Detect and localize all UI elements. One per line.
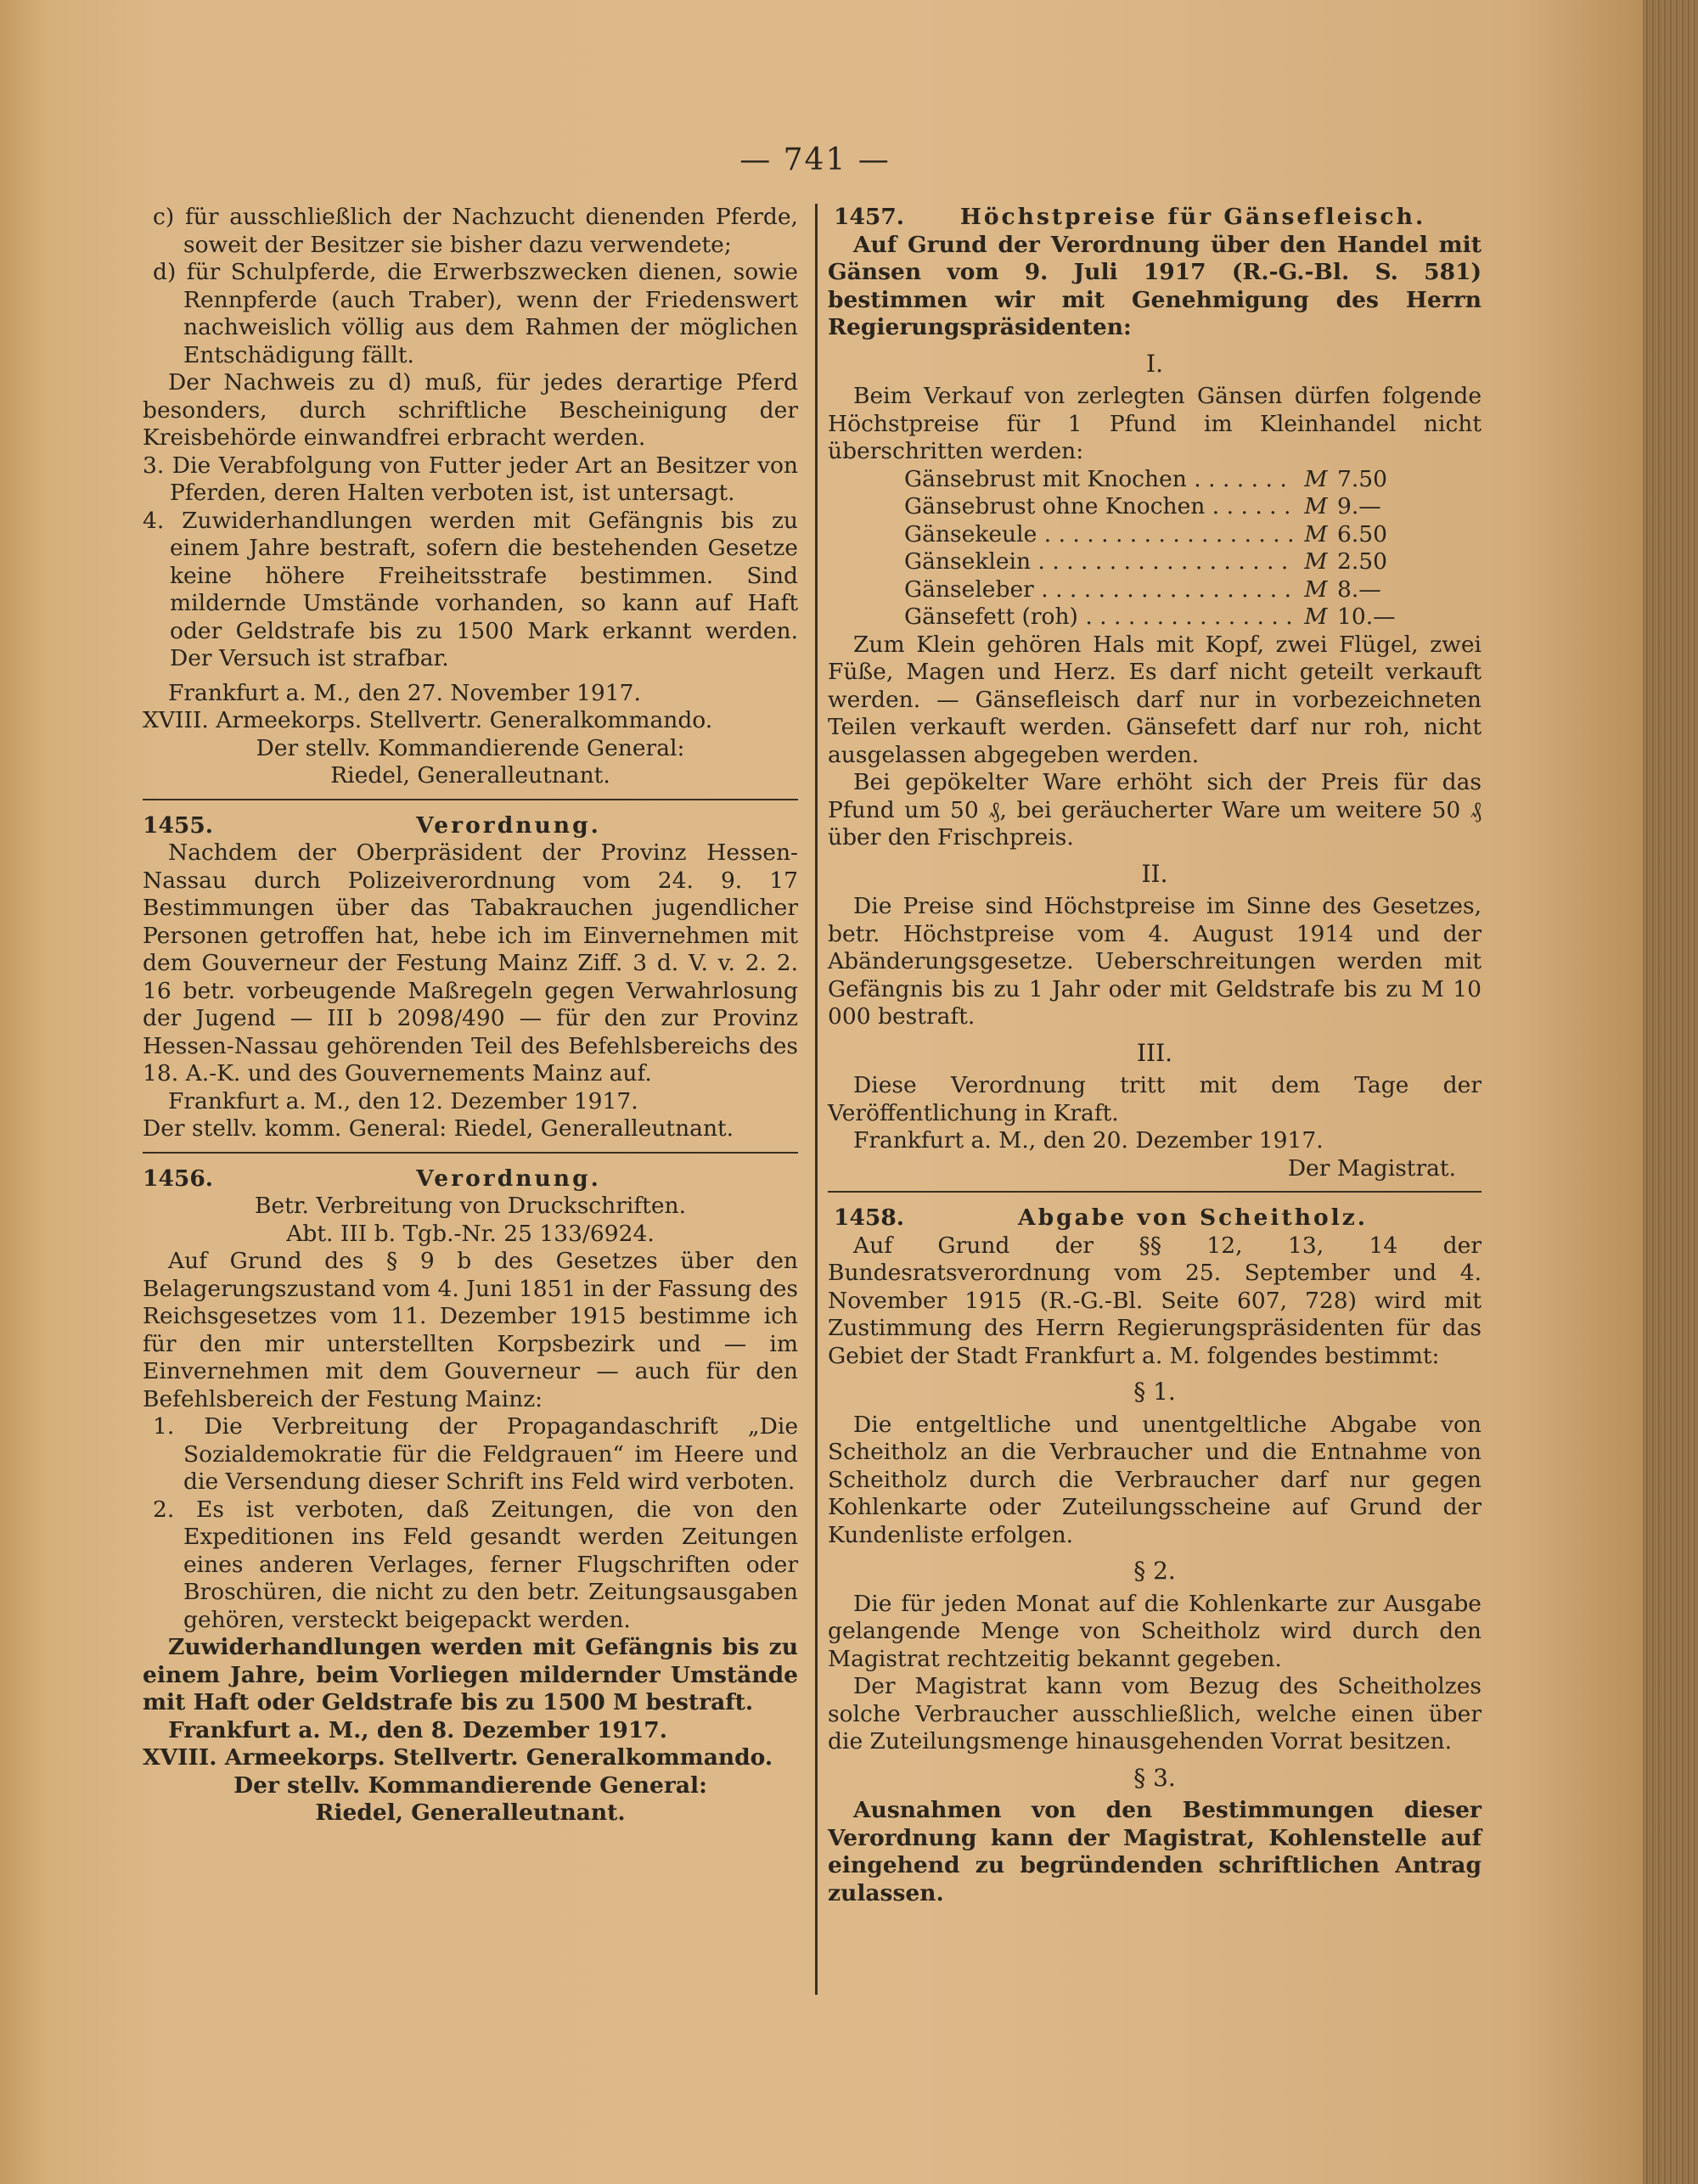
section-title: Verordnung.: [416, 811, 601, 839]
price-row: [828, 548, 1482, 576]
price-value: 8.—: [1337, 575, 1381, 603]
price-row: [828, 466, 1482, 494]
section-body: Nachdem der Oberpräsident der Provinz Hessen-Nassau durch Polizeiverordnung vom 24. 9. 17 Bestimmungen über das Tabakrauchen jugendlicher Personen getroffen hat, hebe ich im Einvernehmen mit dem Gouverneur der Festung Mainz Ziff. 3 d. V. v. 2. 2. 16 betr. vorbeugende Maßregeln gegen Verwahrlosung der Jugend — III b 2098/490 — für den zur Provinz Hessen-Nassau gehörenden Teil des Befehlsbereichs des 18. A.-K. und des Gouvernements Mainz auf.: [143, 839, 798, 1086]
price-item-name: Gänsekeule . . .: [904, 521, 1295, 549]
signature-line: Der stellv. komm. General: Riedel, Generalleutnant.: [143, 1115, 734, 1142]
paragraph: Die für jeden Monat auf die Kohlenkarte zur Ausgabe gelangende Menge von Scheitholz wird durch den Magistrat rechtzeitig bekannt gegeben.: [828, 1590, 1482, 1672]
section-rule: [143, 799, 798, 800]
left-column: [143, 204, 798, 1827]
price-list: [828, 466, 1482, 632]
section-rule: [143, 1152, 798, 1154]
paragraph-nachweis: Der Nachweis zu d) muß, für jedes derartige Pferd besonders, durch schriftliche Bescheinigung der Kreisbehörde einwandfrei erbracht werden.: [143, 369, 798, 451]
roman-numeral: II.: [1141, 859, 1168, 888]
list-item-2: 2. Es ist verboten, daß Zeitungen, die von den Expeditionen ins Feld gesandt werden Zeitungen eines anderen Verlages, ferner Flugschriften oder Broschüren, die nicht zu den betr. Zeitungsausgaben gehören, versteckt beigepackt werden.: [153, 1496, 798, 1633]
signature-name: Riedel, Generalleutnant.: [315, 1799, 626, 1826]
penalty-paragraph: Zuwiderhandlungen werden mit Gefängnis bis zu einem Jahre, beim Vorliegen mildernder Umstände mit Haft oder Geldstrafe bis zu 1500 M bestraft.: [143, 1634, 798, 1715]
paragraph: Beim Verkauf von zerlegten Gänsen dürfen folgende Höchstpreise für 1 Pfund im Kleinhandel nicht überschritten werden:: [828, 383, 1482, 464]
price-item-name: Gänsebrust ohne Knochen . . .: [904, 493, 1295, 521]
section-intro: Auf Grund der §§ 12, 13, 14 der Bundesratsverordnung vom 25. September und 4. November 1915 (R.-G.-Bl. Seite 607, 728) wird mit Zustimmung des Herrn Regierungspräsidenten für das Gebiet der Stadt Frankfurt a. M. folgendes bestimmt:: [828, 1232, 1482, 1369]
roman-numeral: III.: [1136, 1038, 1173, 1067]
price-value: 10.—: [1337, 604, 1396, 630]
paragraph: Der Magistrat kann vom Bezug des Scheitholzes solche Verbraucher ausschließlich, welche einen über die Zuteilungsmenge hinausgehenden Vorrat besitzen.: [828, 1673, 1482, 1754]
signature-line: Der Magistrat.: [1287, 1154, 1456, 1182]
date-line: Frankfurt a. M., den 20. Dezember 1917.: [853, 1127, 1324, 1154]
subtitle: Betr. Verbreitung von Druckschriften.: [254, 1193, 686, 1219]
book-edge: [1643, 0, 1698, 2184]
price-item-name: Gänseklein . . .: [904, 548, 1295, 576]
section-title: Abgabe von Scheitholz.: [1018, 1204, 1368, 1231]
date-line: Frankfurt a. M., den 8. Dezember 1917.: [168, 1716, 667, 1743]
corps-line: XVIII. Armeekorps. Stellvertr. Generalkommando.: [143, 1744, 773, 1771]
price-value: 6.50: [1337, 520, 1388, 547]
section-heading-1457: [828, 204, 1482, 232]
price-item-name: Gänseleber . . .: [904, 576, 1295, 604]
price-value: 7.50: [1337, 465, 1388, 492]
list-item-4: 4. Zuwiderhandlungen werden mit Gefängnis bis zu einem Jahre bestraft, sofern die bestehenden Gesetze keine höhere Freiheitsstrafe bestimmen. Sind mildernde Umstände vorhanden, so kann auf Haft oder Geldstrafe bis zu 1500 Mark erkannt werden. Der Versuch ist strafbar.: [143, 507, 798, 671]
section-heading-1456: [143, 1165, 798, 1193]
section-rule: [828, 1191, 1482, 1193]
page-number: — 741 —: [739, 143, 891, 177]
column-divider: [815, 204, 818, 1995]
section-number: 1456.: [143, 1165, 213, 1192]
currency-mark: M: [1304, 520, 1328, 547]
paragraph: Ausnahmen von den Bestimmungen dieser Verordnung kann der Magistrat, Kohlenstelle auf eingehend zu begründenden schriftlichen Antrag zulassen.: [828, 1797, 1482, 1906]
price-row: [828, 604, 1482, 632]
currency-mark: M: [1304, 575, 1328, 603]
corps-line: XVIII. Armeekorps. Stellvertr. Generalkommando.: [143, 707, 713, 733]
paragraph: Die entgeltliche und unentgeltliche Abgabe von Scheitholz an die Verbraucher und die Entnahme von Scheitholz durch die Verbraucher darf nur gegen Kohlenkarte oder Zuteilungsscheine auf Grund der Kundenliste erfolgen.: [828, 1411, 1482, 1548]
general-line: Der stellv. Kommandierende General:: [233, 1771, 707, 1799]
price-item-name: Gänsebrust mit Knochen . . .: [904, 466, 1295, 494]
paragraph-sign: § 1.: [1133, 1378, 1176, 1406]
section-title: Höchstpreise für Gänsefleisch.: [959, 204, 1426, 230]
currency-mark: M: [1304, 604, 1328, 630]
section-heading-1458: [828, 1204, 1482, 1232]
paragraph-sign: § 3.: [1133, 1763, 1176, 1792]
section-number: 1457.: [834, 204, 904, 230]
paragraph-sign: § 2.: [1133, 1557, 1176, 1585]
date-line: Frankfurt a. M., den 12. Dezember 1917.: [168, 1087, 638, 1114]
price-value: 9.—: [1337, 493, 1381, 519]
section-intro: Auf Grund der Verordnung über den Handel mit Gänsen vom 9. Juli 1917 (R.-G.-Bl. S. 581) bestimmen wir mit Genehmigung des Herrn Regierungspräsidenten:: [828, 231, 1482, 340]
currency-mark: M: [1304, 493, 1328, 519]
paragraph: Diese Verordnung tritt mit dem Tage der Veröffentlichung in Kraft.: [828, 1072, 1482, 1126]
roman-numeral: I.: [1146, 349, 1163, 378]
price-value: 2.50: [1337, 548, 1388, 575]
currency-mark: M: [1304, 548, 1328, 575]
section-number: 1458.: [834, 1204, 904, 1231]
list-item-1: 1. Die Verbreitung der Propagandaschrift „Die Sozialdemokratie für die Feldgrauen“ im Heere und die Versendung dieser Schrift ins Feld wird verboten.: [153, 1413, 798, 1495]
paragraph: Die Preise sind Höchstpreise im Sinne des Gesetzes, betr. Höchstpreise vom 4. August 1914 und der Abänderungsgesetze. Ueberschreitungen werden mit Gefängnis bis zu 1 Jahr oder mit Geldstrafe bis zu M 10 000 bestraft.: [828, 893, 1482, 1030]
section-title: Verordnung.: [416, 1165, 601, 1192]
price-row: [828, 521, 1482, 549]
section-body: Auf Grund des § 9 b des Gesetzes über den Belagerungszustand vom 4. Juni 1851 in der Fassung des Reichsgesetzes vom 11. Dezember 1915 bestimme ich für den mir unterstellten Korpsbezirk und — im Einvernehmen mit dem Gouverneur — auch für den Befehlsbereich der Festung Mainz:: [143, 1248, 798, 1412]
general-line: Der stellv. Kommandierende General:: [256, 734, 685, 761]
list-item-3: 3. Die Verabfolgung von Futter jeder Art an Besitzer von Pferden, deren Halten verboten ist, ist untersagt.: [143, 452, 798, 506]
price-item-name: Gänsefett (roh) . . .: [904, 604, 1295, 632]
list-item-d: d) für Schulpferde, die Erwerbszwecken dienen, sowie Rennpferde (auch Traber), wenn der Friedenswert nachweislich völlig aus dem Rahmen der möglichen Entschädigung fällt.: [153, 259, 798, 368]
price-row: [828, 576, 1482, 604]
section-number: 1455.: [143, 811, 213, 839]
list-item-c: c) für ausschließlich der Nachzucht dienenden Pferde, soweit der Besitzer sie bisher dazu verwendete;: [153, 204, 798, 258]
paragraph: Bei gepökelter Ware erhöht sich der Preis für das Pfund um 50 ₰, bei geräucherter Ware um weitere 50 ₰ über den Frischpreis.: [828, 769, 1482, 851]
reference-number: Abt. III b. Tgb.-Nr. 25 133/6924.: [286, 1220, 655, 1247]
currency-mark: M: [1304, 465, 1328, 492]
section-heading-1455: [143, 812, 798, 840]
paragraph: Zum Klein gehören Hals mit Kopf, zwei Flügel, zwei Füße, Magen und Herz. Es darf nicht geteilt verkauft werden. — Gänsefleisch darf nur in vorbezeichneten Teilen verkauft werden. Gänsefett darf nur roh, nicht ausgelassen abgegeben werden.: [828, 631, 1482, 768]
signature-name: Riedel, Generalleutnant.: [330, 762, 610, 789]
date-line: Frankfurt a. M., den 27. November 1917.: [168, 679, 641, 706]
price-row: [828, 493, 1482, 521]
right-column: [828, 204, 1482, 1907]
